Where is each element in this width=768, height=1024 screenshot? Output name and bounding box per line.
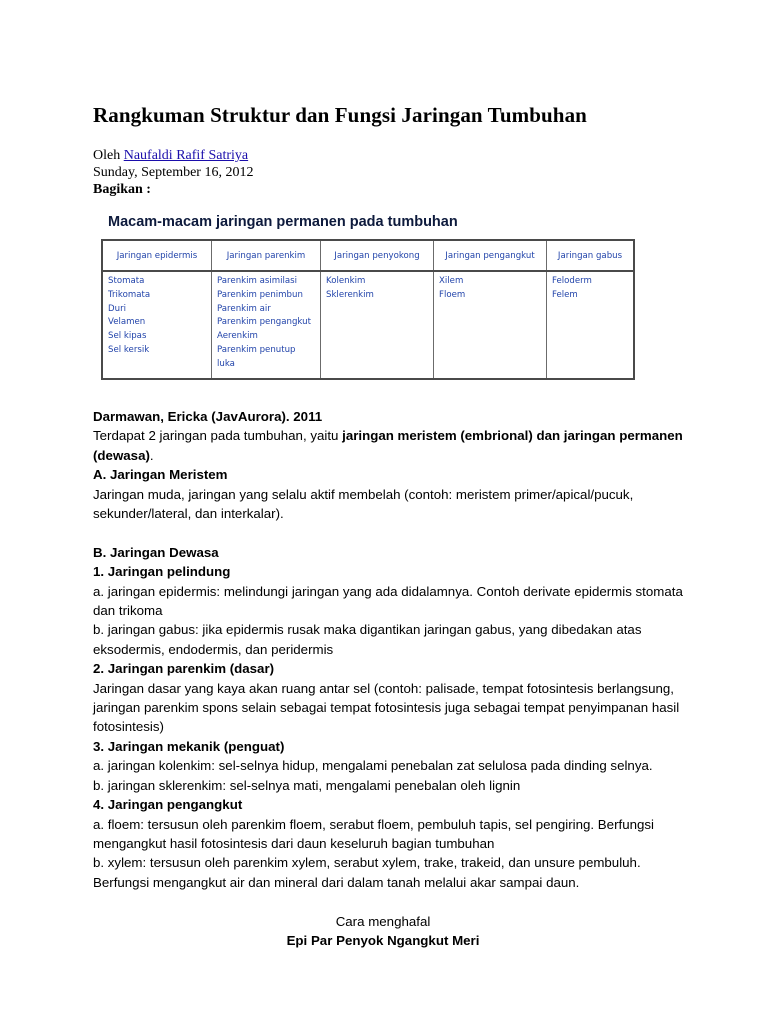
spacer [93, 523, 683, 542]
tissue-figure [100, 214, 636, 394]
paragraph-kolenkim: a. jaringan kolenkim: sel-selnya hidup, mengalami penebalan zat selulosa pada dinding selnya. [93, 758, 653, 774]
list-item: Kolenkim [326, 276, 366, 286]
mnemonic: Epi Par Penyok Ngangkut Meri [286, 932, 480, 948]
list-item: Velamen [108, 317, 146, 328]
spacer [93, 892, 683, 911]
mnemonic-label: Cara menghafal [335, 913, 431, 929]
list-item: Parenkim penimbun [217, 289, 303, 300]
section-heading-dewasa: B. Jaringan Dewasa [93, 544, 219, 560]
article-meta [93, 147, 253, 198]
intro-emphasis: jaringan meristem (embrional) dan jaringan permanen (dewasa) [93, 428, 683, 463]
article-title: Rangkuman Struktur dan Fungsi Jaringan Tumbuhan [93, 103, 587, 127]
list-item: Xilem [439, 276, 464, 286]
column-header: Jaringan gabus [547, 240, 635, 271]
list-item: Floem [439, 289, 466, 300]
table-cell [321, 271, 434, 379]
list-item: Sel kersik [108, 344, 150, 355]
paragraph-sklerenkim: b. jaringan sklerenkim: sel-selnya mati, mengalami penebalan oleh lignin [93, 777, 521, 793]
share-label: Bagikan : [93, 182, 151, 197]
paragraph-parenkim: Jaringan dasar yang kaya akan ruang antar sel (contoh: palisade, tempat fotosintesis berlangsung, jaringan parenkim spons selain sebagai tempat fotosintesis juga sebagai tempat penyimpanan hasil fotosintesis) [93, 680, 680, 735]
column-header: Jaringan epidermis [102, 240, 212, 271]
paragraph-gabus: b. jaringan gabus: jika epidermis rusak maka digantikan jaringan gabus, yang dibedakan atas eksodermis, endodermis, dan peridermis [93, 622, 642, 657]
list-item: Aerenkim [217, 331, 258, 342]
list-item: Sel kipas [108, 331, 147, 342]
paragraph-xylem: b. xylem: tersusun oleh parenkim xylem, serabut xylem, trake, trakeid, dan unsure pembuluh. Berfungsi mengangkut air dan mineral dari dalam tanah melalui akar sampai daun. [93, 855, 641, 890]
list-item: Felem [552, 289, 578, 300]
table-cell [434, 271, 547, 379]
list-item: Parenkim penutup luka [217, 344, 296, 369]
list-item: Stomata [108, 276, 145, 286]
author-link[interactable]: Naufaldi Rafif Satriya [123, 148, 249, 163]
paragraph-meristem: Jaringan muda, jaringan yang selalu aktif membelah (contoh: meristem primer/apical/pucuk, sekunder/lateral, dan interkalar). [93, 486, 634, 522]
publish-date: Sunday, September 16, 2012 [93, 165, 254, 180]
list-item: Parenkim asimilasi [217, 276, 298, 286]
figure-title: Macam-macam jaringan permanen pada tumbuhan [108, 214, 458, 230]
table-cell [102, 271, 212, 379]
paragraph-epidermis: a. jaringan epidermis: melindungi jaringan yang ada didalamnya. Contoh derivate epidermis stomata dan trikoma [93, 583, 683, 619]
table-cell [212, 271, 321, 379]
citation: Darmawan, Ericka (JavAurora). 2011 [93, 409, 323, 424]
intro-text: Terdapat 2 jaringan pada tumbuhan, yaitu [93, 428, 343, 444]
list-item: Parenkim pengangkut [217, 317, 311, 328]
subheading-parenkim: 2. Jaringan parenkim (dasar) [93, 661, 275, 677]
list-item: Sklerenkim [326, 289, 374, 300]
section-heading-meristem: A. Jaringan Meristem [93, 467, 228, 483]
column-header: Jaringan pengangkut [434, 240, 547, 271]
subheading-mekanik: 3. Jaringan mekanik (penguat) [93, 738, 285, 754]
table-row [102, 271, 634, 379]
paragraph-floem: a. floem: tersusun oleh parenkim floem, serabut floem, pembuluh tapis, sel pengiring. Berfungsi mengangkut hasil fotosintesis dari daun keseluruh bagian tumbuhan [93, 816, 654, 851]
subheading-pelindung: 1. Jaringan pelindung [93, 564, 231, 580]
intro-end: . [149, 447, 154, 463]
column-header: Jaringan penyokong [321, 240, 434, 271]
list-item: Parenkim air [217, 303, 271, 314]
byline [93, 147, 253, 164]
table-cell [547, 271, 635, 379]
subheading-pengangkut: 4. Jaringan pengangkut [93, 797, 243, 813]
tissue-table [101, 239, 635, 380]
list-item: Feloderm [552, 276, 592, 286]
list-item: Duri [108, 303, 126, 314]
column-header: Jaringan parenkim [212, 240, 321, 271]
byline-prefix: Oleh [93, 148, 124, 163]
article-body [93, 407, 683, 950]
list-item: Trikomata [108, 289, 151, 300]
intro-paragraph [93, 426, 683, 465]
table-header-row [102, 240, 634, 271]
